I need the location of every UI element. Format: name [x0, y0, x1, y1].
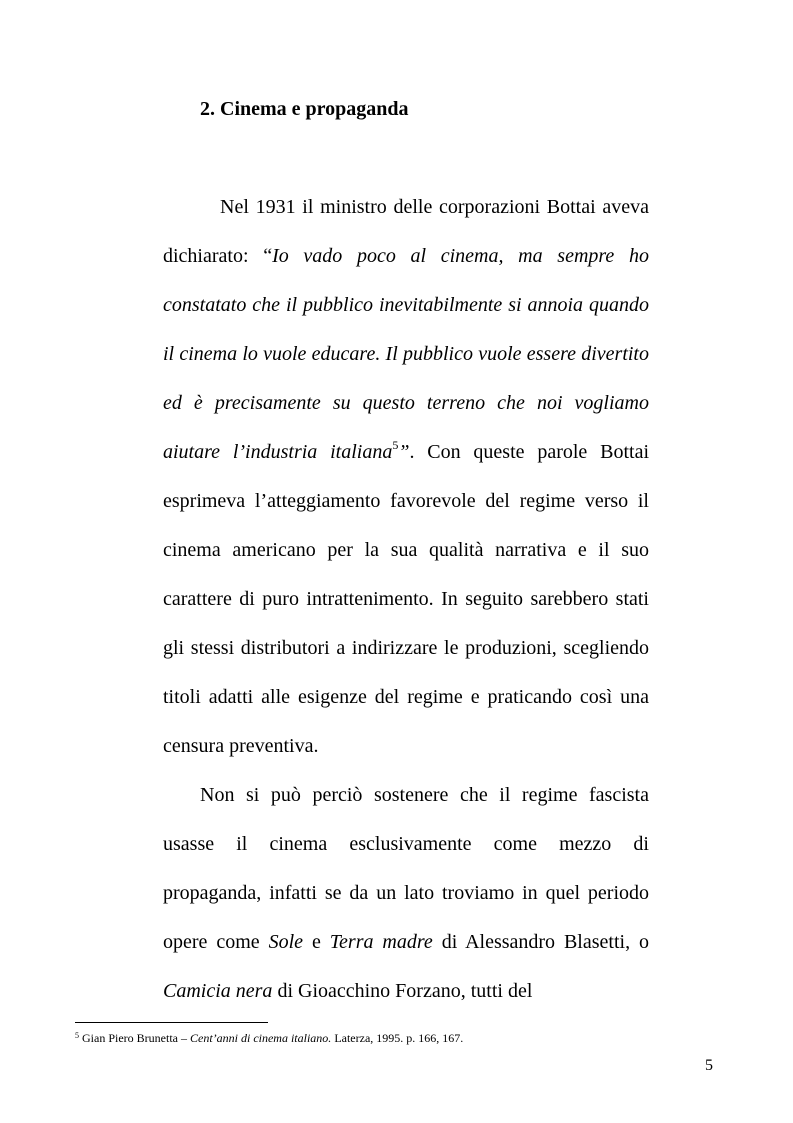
bottai-quote: Io vado poco al cinema, ma sempre ho constatato che il pubblico inevitabilmente si annoia quando il cinema lo vuole educare. Il pubblico vuole essere divertito ed è precisamente su questo terreno che noi vogliamo aiutare l’industria italiana	[163, 245, 649, 463]
footnote-author: Gian Piero Brunetta –	[79, 1031, 190, 1045]
paragraph-2-text-2: e	[303, 931, 330, 953]
paragraph-2-text-3: di Alessandro Blasetti, o	[432, 931, 649, 953]
paragraph-2	[163, 771, 649, 1016]
paragraph-1	[163, 183, 649, 771]
paragraph-2-text-1: Non si può perciò sostenere che il regime fascista usasse il cinema esclusivamente come mezzo di propaganda, infatti se da un lato troviamo in quel periodo opere come	[163, 784, 649, 953]
footnote-details: Laterza, 1995. p. 166, 167.	[331, 1031, 464, 1045]
footnote-reference[interactable]: 5	[392, 438, 399, 452]
footnote	[75, 1030, 463, 1046]
footnote-number: 5	[75, 1031, 79, 1040]
section-heading: 2. Cinema e propaganda	[200, 98, 409, 120]
footnote-book-title: Cent’anni di cinema italiano.	[189, 1031, 332, 1045]
film-title-camicia-nera: Camicia nera	[163, 980, 273, 1002]
paragraph-1-rest: . Con queste parole Bottai esprimeva l’atteggiamento favorevole del regime verso il cinema americano per la sua qualità narrativa e il suo carattere di puro intrattenimento. In seguito sarebbero stati gli stessi distributori a indirizzare le produzioni, scegliendo titoli adatti alle esigenze del regime e praticando così una censura preventiva.	[163, 441, 649, 757]
paragraph-2-text-4: di Gioacchino Forzano, tutti del	[272, 980, 533, 1002]
film-title-terra-madre: Terra madre	[329, 931, 433, 953]
footnote-separator	[75, 1022, 268, 1023]
quote-close-mark: ”	[398, 441, 410, 463]
page-number: 5	[705, 1057, 713, 1074]
paragraph-1-intro: Nel 1931 il ministro delle corporazioni Bottai aveva dichiarato: “	[163, 196, 649, 267]
film-title-sole: Sole	[268, 931, 304, 953]
body-text	[163, 183, 649, 1016]
